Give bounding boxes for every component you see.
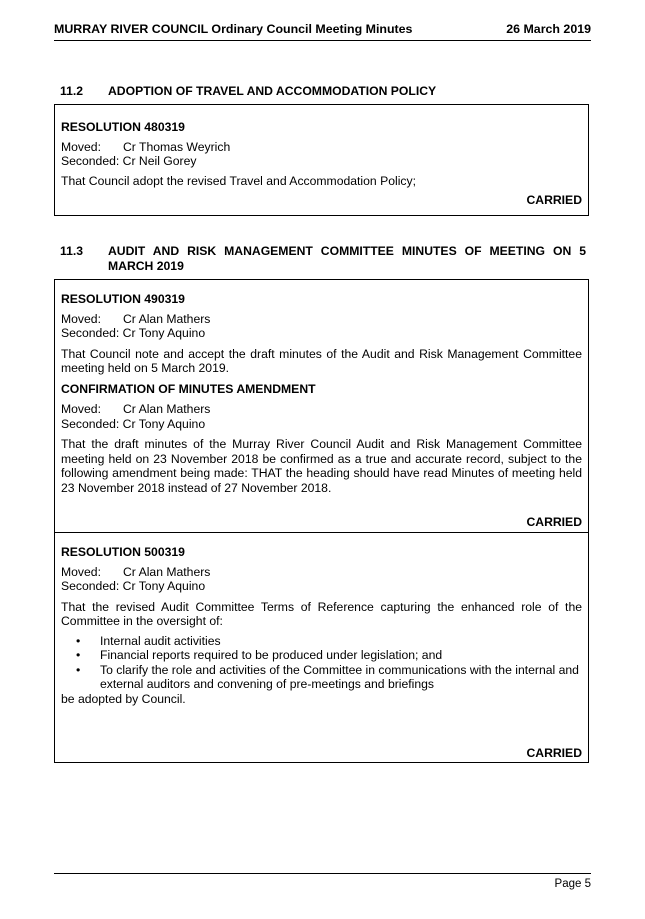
moved-line: Moved: Cr Alan Mathers — [61, 564, 211, 579]
seconder: Cr Neil Gorey — [122, 154, 197, 168]
outcome-carried: CARRIED — [526, 515, 582, 529]
resolution-text: That the revised Audit Committee Terms of Reference capturing the enhanced role of the Committee in the oversight of: — [61, 599, 582, 628]
outcome-carried: CARRIED — [526, 193, 582, 207]
section-title: ADOPTION OF TRAVEL AND ACCOMMODATION POLICY — [108, 84, 437, 98]
header-rule — [54, 40, 591, 41]
resolution-text: That Council adopt the revised Travel and Accommodation Policy; — [61, 173, 416, 188]
page-header — [54, 22, 591, 36]
seconder: Cr Tony Aquino — [122, 579, 206, 593]
meeting-date: 26 March 2019 — [506, 22, 591, 36]
footer-rule — [54, 873, 591, 874]
resolution-title: RESOLUTION 490319 — [61, 292, 185, 306]
seconded-line: Seconded: Cr Neil Gorey — [61, 154, 197, 168]
list-item: • Financial reports required to be produced under legislation; and — [76, 648, 443, 662]
bullet-list — [61, 634, 582, 692]
section-number: 11.2 — [60, 84, 84, 98]
page-number: Page 5 — [554, 878, 591, 890]
document-title: MURRAY RIVER COUNCIL Ordinary Council Meeting Minutes — [54, 22, 413, 36]
list-item: • To clarify the role and activities of the Committee in communications with the internal and external auditors and convening of pre-meetings and briefings — [76, 662, 579, 691]
moved-line: Moved: Cr Alan Mathers — [61, 311, 211, 326]
resolution-box-480319 — [54, 104, 589, 216]
resolution-500319 — [55, 533, 588, 763]
amendment-text: That the draft minutes of the Murray River Council Audit and Risk Management Committee meeting held on 23 November 2018 be confirmed as a true and accurate record, subject to the following amendment being made: THAT the heading should have read Minutes of meeting held 23 November 2018 instead of 27 November 2018. — [61, 437, 582, 495]
resolution-text: That Council note and accept the draft minutes of the Audit and Risk Management Committee meeting held on 5 March 2019. — [61, 346, 582, 375]
outcome-carried: CARRIED — [526, 746, 582, 760]
resolution-title: RESOLUTION 500319 — [61, 545, 185, 559]
section-heading-11-2 — [60, 84, 586, 99]
mover: Cr Alan Mathers — [123, 402, 211, 416]
section-number: 11.3 — [60, 244, 84, 258]
amendment-title: CONFIRMATION OF MINUTES AMENDMENT — [61, 381, 316, 396]
amendment-seconded-line: Seconded: Cr Tony Aquino — [61, 416, 206, 431]
moved-line: Moved: Cr Thomas Weyrich — [61, 139, 231, 154]
seconder: Cr Tony Aquino — [122, 326, 206, 340]
seconder: Cr Tony Aquino — [122, 416, 206, 431]
resolution-490319 — [55, 280, 588, 532]
bullet-icon: • — [76, 648, 81, 662]
list-item: • Internal audit activities — [76, 633, 221, 648]
mover: Cr Alan Mathers — [123, 311, 211, 326]
resolution-title: RESOLUTION 480319 — [61, 120, 185, 134]
mover: Cr Thomas Weyrich — [123, 139, 231, 154]
closing-text: be adopted by Council. — [61, 691, 186, 706]
amendment-moved-line: Moved: Cr Alan Mathers — [61, 402, 211, 416]
section-title: AUDIT AND RISK MANAGEMENT COMMITTEE MINUTES OF MEETING ON 5 MARCH 2019 — [108, 244, 586, 273]
bullet-icon: • — [76, 633, 81, 648]
seconded-line: Seconded: Cr Tony Aquino — [61, 326, 206, 340]
seconded-line: Seconded: Cr Tony Aquino — [61, 579, 206, 593]
section-heading-11-3 — [60, 244, 586, 274]
bullet-icon: • — [76, 662, 81, 677]
mover: Cr Alan Mathers — [123, 564, 211, 579]
resolution-box-11-3 — [54, 279, 589, 763]
